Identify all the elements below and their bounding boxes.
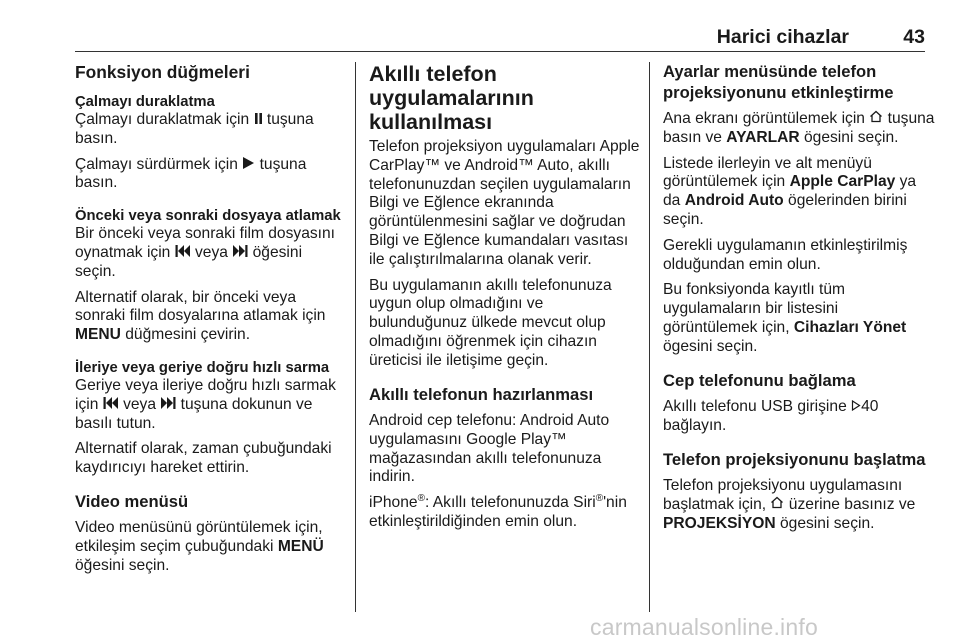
column-middle <box>369 62 641 539</box>
column-left <box>75 62 347 583</box>
paragraph: Alternatif olarak, zaman çubuğundaki kaydırıcıyı hareket ettirin. <box>75 440 332 477</box>
column-right <box>663 62 935 541</box>
paragraph: Geriye veya ileriye doğru hızlı sarmak için veya tuşuna dokunun ve basılı tutun. <box>75 376 336 432</box>
page-reference-icon <box>851 400 861 411</box>
skip-forward-icon <box>232 245 248 257</box>
section-heading: Fonksiyon düğmeleri <box>75 62 250 82</box>
paragraph: Akıllı telefonu USB girişine 40 bağlayın. <box>663 398 879 434</box>
paragraph: Bu fonksiyonda kayıtlı tüm uygulamaların bir listesini görüntülemek için, Cihazları Yönet ögesini seçin. <box>663 281 907 355</box>
subsection-heading: Önceki veya sonraki dosyaya atlamak <box>75 208 341 225</box>
section-heading: Cep telefonunu bağlama <box>663 370 856 390</box>
section-heading: Ayarlar menüsünde telefon projeksiyonunu etkinleştirme <box>663 62 894 102</box>
paragraph: Telefon projeksiyonu uygulamasını başlatmak için, üzerine basınız ve PROJEKSİYON ögesini seçin. <box>663 477 916 532</box>
paragraph: Android cep telefonu: Android Auto uygulamasını Google Play™ mağazasından akıllı telefonunuza indirin. <box>369 412 610 486</box>
column-divider <box>355 62 356 612</box>
section-heading: Video menüsü <box>75 491 189 511</box>
paragraph: Bu uygulamanın akıllı telefonunuza uygun olup olmadığını ve bulunduğunuz ülkede mevcut olup olmadığını öğrenmek için cihazın üreticisi ile iletişime geçin. <box>369 276 612 369</box>
paragraph: Çalmayı duraklatmak için tuşuna basın. <box>75 111 314 147</box>
subsection-heading: İleriye veya geriye doğru hızlı sarma <box>75 359 330 376</box>
paragraph: Ana ekranı görüntülemek için tuşuna basın ve AYARLAR ögesini seçin. <box>663 110 935 146</box>
play-icon <box>242 157 255 169</box>
home-icon <box>770 496 784 509</box>
home-icon <box>869 110 883 123</box>
watermark: carmanualsonline.info <box>590 614 818 640</box>
paragraph: Gerekli uygulamanın etkinleştirilmiş olduğundan emin olun. <box>663 236 908 273</box>
paragraph: Telefon projeksiyon uygulamaları Apple CarPlay™ ve Android™ Auto, akıllı telefonunuzdan seçilen uygulamaların Bilgi ve Eğlence ekranında görüntülenmesini sağlar ve doğrudan Bilgi ve Eğlence kumandaları vasıtası ile çalıştırılmalarına olanak verir. <box>369 138 640 268</box>
paragraph: Çalmayı sürdürmek için tuşuna basın. <box>75 155 307 192</box>
section-heading: Akıllı telefonun hazırlanması <box>369 384 594 404</box>
page-number: 43 <box>903 26 925 48</box>
paragraph: Video menüsünü görüntülemek için, etkileşim seçim çubuğundaki MENÜ öğesini seçin. <box>75 519 324 575</box>
page-header <box>75 26 925 52</box>
pause-icon <box>254 113 263 124</box>
paragraph: Alternatif olarak, bir önceki veya sonraki film dosyalarına atlamak için MENU düğmesini çevirin. <box>75 288 326 344</box>
paragraph: iPhone®: Akıllı telefonunuzda Siri®'nin etkinleştirildiğinden emin olun. <box>369 493 627 531</box>
skip-forward-icon <box>160 397 176 409</box>
paragraph: Bir önceki veya sonraki film dosyasını oynatmak için veya öğesini seçin. <box>75 225 335 280</box>
paragraph: Listede ilerleyin ve alt menüyü görüntülemek için Apple CarPlay ya da Android Auto ögelerinden birini seçin. <box>663 154 917 228</box>
section-heading: Akıllı telefon uygulamalarının kullanılması <box>369 62 534 134</box>
chapter-title: Harici cihazlar <box>716 26 849 48</box>
skip-back-icon <box>103 397 119 409</box>
skip-back-icon <box>175 245 191 257</box>
section-heading: Telefon projeksiyonunu başlatma <box>663 449 926 469</box>
column-divider <box>649 62 650 612</box>
subsection-heading: Çalmayı duraklatma <box>75 94 215 110</box>
